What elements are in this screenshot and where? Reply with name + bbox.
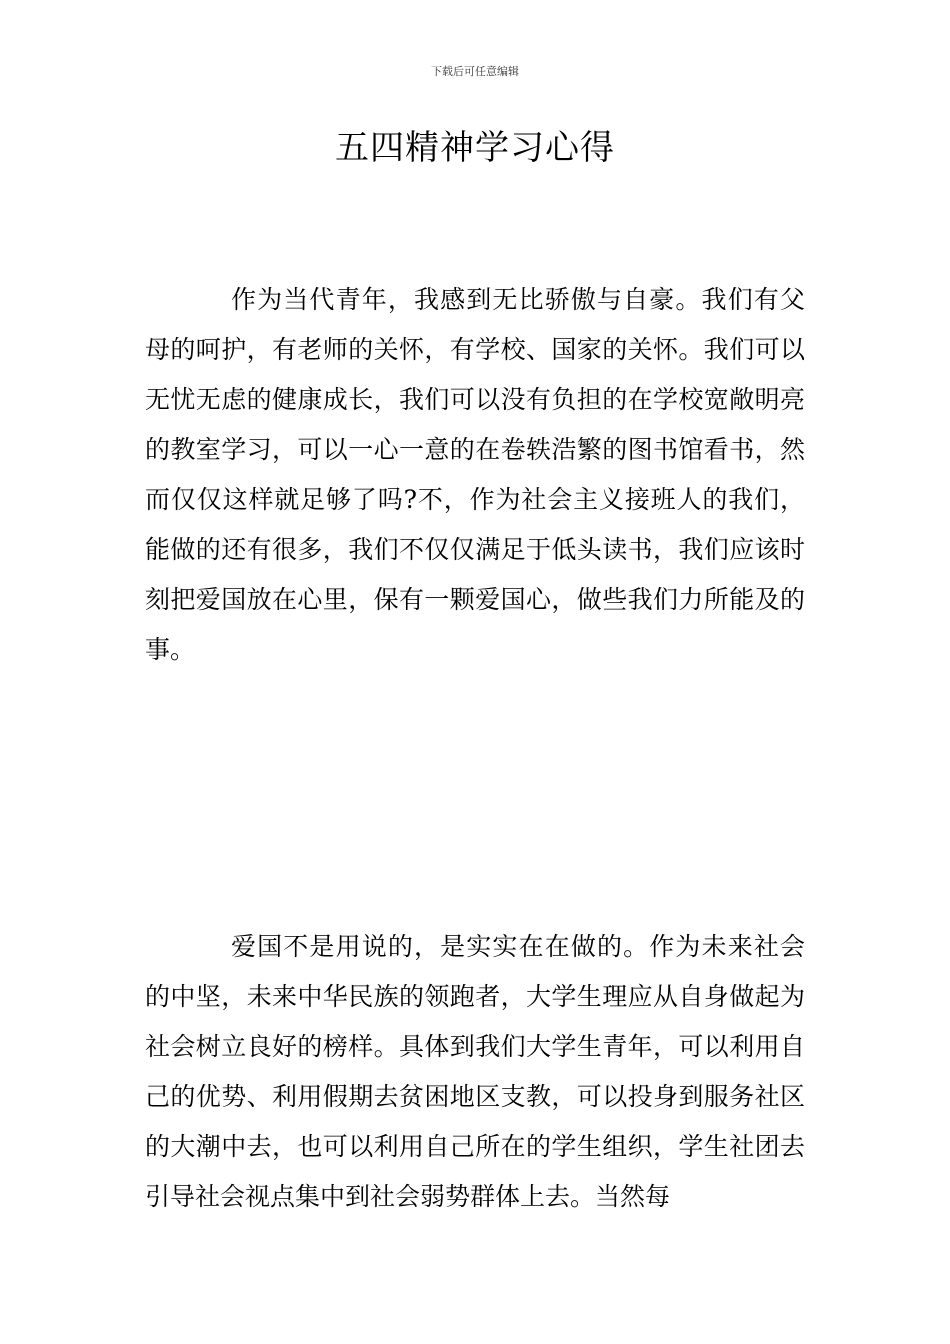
document-title: 五四精神学习心得 (335, 128, 615, 168)
paragraph-2: 爱国不是用说的，是实实在在做的。作为未来社会的中坚，未来中华民族的领跑者，大学生理应从自身做起为社会树立良好的榜样。具体到我们大学生青年，可以利用自己的优势、利用假期去贫困地区支教，可以投身到服务社区的大潮中去，也可以利用自己所在的学生组织，学生社团去引导社会视点集中到社会弱势群体上去。当然每 (145, 932, 805, 1211)
header-note: 下载后可任意编辑 (431, 65, 519, 78)
paragraph-1: 作为当代青年，我感到无比骄傲与自豪。我们有父母的呵护，有老师的关怀，有学校、国家的关怀。我们可以无忧无虑的健康成长，我们可以没有负担的在学校宽敞明亮的教室学习，可以一心一意的在卷轶浩繁的图书馆看书，然而仅仅这样就足够了吗?不，作为社会主义接班人的我们，能做的还有很多，我们不仅仅满足于低头读书，我们应该时刻把爱国放在心里，保有一颗爱国心，做些我们力所能及的事。 (145, 285, 805, 664)
